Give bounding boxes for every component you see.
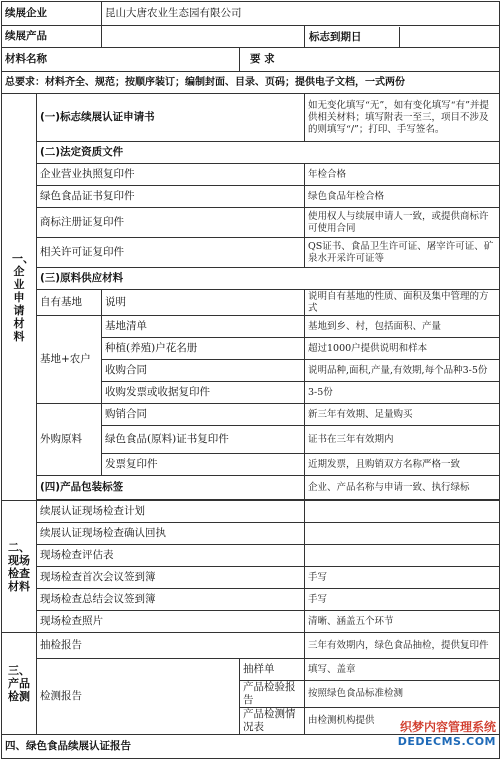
material-requirement: QS证书、食品卫生许可证、屠宰许可证、矿泉水开采许可证等 xyxy=(305,238,500,268)
table-row xyxy=(2,567,500,589)
material-requirement: 清晰、涵盖五个环节 xyxy=(305,611,500,633)
own-base-label: 自有基地 xyxy=(37,290,102,316)
material-requirement: 手写 xyxy=(305,589,500,611)
material-name: 抽检报告 xyxy=(37,633,305,659)
material-requirement xyxy=(305,545,500,567)
material-requirement: 按照绿色食品标准检测 xyxy=(305,681,500,708)
table-row xyxy=(2,611,500,633)
material-name: 续展认证现场检查确认回执 xyxy=(37,523,305,545)
section-3-title-text: 三、产品检测 xyxy=(8,664,30,703)
material-requirement: 填写、盖章 xyxy=(305,659,500,681)
material-requirement: 三年有效期内，绿色食品抽检，提供复印件 xyxy=(305,633,500,659)
subsection-4-title: (四)产品包装标签 xyxy=(37,476,305,500)
material-requirement: 绿色食品年检合格 xyxy=(305,186,500,208)
section-4-title: 四、绿色食品续展认证报告 xyxy=(2,735,500,759)
material-name: 现场检查照片 xyxy=(37,611,305,633)
table-row xyxy=(2,316,500,338)
material-requirement: 超过1000户提供说明和样本 xyxy=(305,338,500,360)
general-requirement: 总要求：材料齐全、规范；按顺序装订；编制封面、目录、页码；提供电子文档，一式两份 xyxy=(2,72,500,94)
table-row xyxy=(2,659,500,681)
expiry-value xyxy=(400,27,499,47)
material-name: 绿色食品(原料)证书复印件 xyxy=(102,426,305,454)
expiry-cell xyxy=(305,26,500,48)
enterprise-value: 昆山大唐农业生态园有限公司 xyxy=(102,2,500,26)
material-requirement: 年检合格 xyxy=(305,164,500,186)
material-requirement: 基地到乡、村，包括面积、产量 xyxy=(305,316,500,338)
material-requirement: 说明品种,面积,产量,有效期,每个品种3-5份 xyxy=(305,360,500,382)
table-row xyxy=(2,404,500,426)
table-row xyxy=(2,164,500,186)
material-requirement xyxy=(305,501,500,523)
material-requirement: 说明自有基地的性质、面积及集中管理的方式 xyxy=(305,290,500,316)
subsection-4-requirement: 企业、产品名称与申请一致、执行绿标 xyxy=(305,476,500,500)
material-name: 续展认证现场检查计划 xyxy=(37,501,305,523)
material-name: 抽样单 xyxy=(240,659,305,681)
material-name: 种植(养殖)户花名册 xyxy=(102,338,305,360)
table-row xyxy=(2,633,500,659)
table-row xyxy=(2,545,500,567)
material-requirement: 近期发票，且购销双方名称严格一致 xyxy=(305,454,500,476)
material-requirement: 证书在三年有效期内 xyxy=(305,426,500,454)
product-value xyxy=(102,26,305,48)
table-row xyxy=(2,238,500,268)
table-row xyxy=(2,208,500,238)
material-requirement: 新三年有效期、足量购买 xyxy=(305,404,500,426)
material-name: 产品检测情况表 xyxy=(240,708,305,735)
table-row xyxy=(2,290,500,316)
farm-base-label: 基地+农户 xyxy=(37,316,102,404)
material-column-header: 材料名称 xyxy=(2,48,240,72)
material-name: 现场检查首次会议签到簿 xyxy=(37,567,305,589)
expiry-label: 标志到期日 xyxy=(305,27,400,47)
watermark-line-1: 织梦内容管理系统 xyxy=(399,720,496,734)
material-name: 现场检查总结会议签到簿 xyxy=(37,589,305,611)
table-row xyxy=(2,523,500,545)
material-name: 现场检查评估表 xyxy=(37,545,305,567)
material-requirement: 由检测机构提供 xyxy=(305,708,500,735)
material-requirement xyxy=(305,523,500,545)
material-name: 产品检验报告 xyxy=(240,681,305,708)
material-name: 相关许可证复印件 xyxy=(37,238,305,268)
section-1-title-text: 一、企业申请材料 xyxy=(12,251,34,343)
section-2-title xyxy=(2,501,37,633)
material-name: 发票复印件 xyxy=(102,454,305,476)
enterprise-label: 续展企业 xyxy=(2,2,102,26)
renewal-materials-table xyxy=(1,1,500,759)
material-name: 基地清单 xyxy=(102,316,305,338)
subsection-2-title: (二)法定资质文件 xyxy=(37,142,500,164)
product-label: 续展产品 xyxy=(2,26,102,48)
material-name: 绿色食品证书复印件 xyxy=(37,186,305,208)
section-1-title xyxy=(2,94,37,501)
subsection-3-title: (三)原料供应材料 xyxy=(37,268,500,290)
material-name: 商标注册证复印件 xyxy=(37,208,305,238)
table-row xyxy=(2,501,500,523)
section-3-title xyxy=(2,633,37,735)
subsection-1-title: (一)标志续展认证申请书 xyxy=(37,94,305,142)
section-2-title-text: 二、现场检查材料 xyxy=(8,540,30,593)
material-requirement: 使用权人与续展申请人一致，或提供商标许可使用合同 xyxy=(305,208,500,238)
material-name: 企业营业执照复印件 xyxy=(37,164,305,186)
table-row xyxy=(2,589,500,611)
material-name: 说明 xyxy=(102,290,305,316)
material-name: 收购发票或收据复印件 xyxy=(102,382,305,404)
external-material-label: 外购原料 xyxy=(37,404,102,476)
material-requirement: 3-5份 xyxy=(305,382,500,404)
test-report-label: 检测报告 xyxy=(37,659,240,735)
table-row xyxy=(2,186,500,208)
material-name: 收购合同 xyxy=(102,360,305,382)
watermark-line-2: DEDECMS.COM xyxy=(397,735,496,748)
material-requirement: 手写 xyxy=(305,567,500,589)
requirement-column-header: 要 求 xyxy=(240,48,500,72)
subsection-1-requirement: 如无变化填写“无”，如有变化填写“有”并提供相关材料；填写附表一至三，项目不涉及的则填写“/”；打印、手写签名。 xyxy=(305,94,500,142)
material-name: 购销合同 xyxy=(102,404,305,426)
